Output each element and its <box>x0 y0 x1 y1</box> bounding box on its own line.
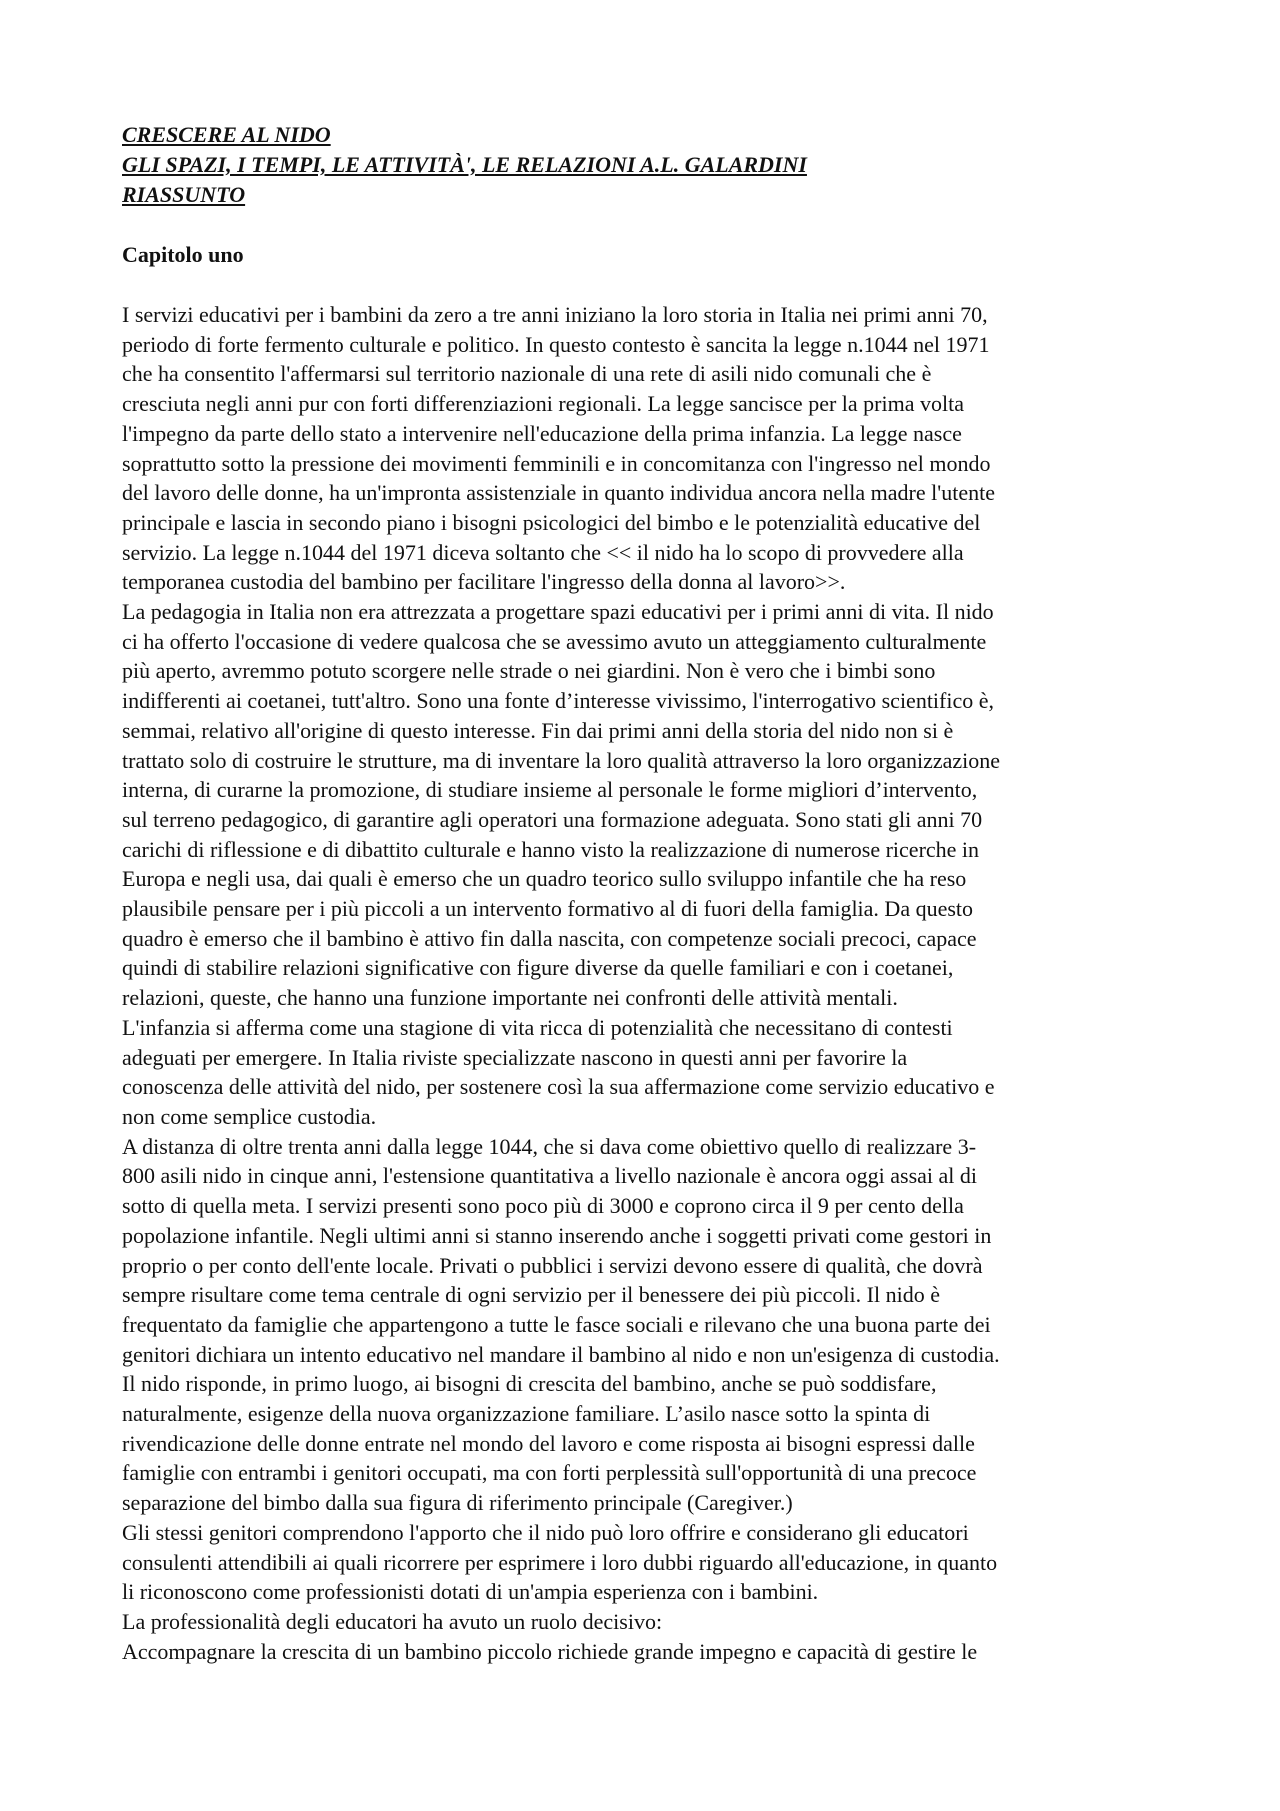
text-line: carichi di riflessione e di dibattito culturale e hanno visto la realizzazione di numerose ricerche in <box>122 836 980 862</box>
chapter-heading: Capitolo uno <box>122 242 244 267</box>
text-line: L'infanzia si afferma come una stagione di vita ricca di potenzialità che necessitano di contesti <box>122 1014 953 1040</box>
text-line: separazione del bimbo dalla sua figura di riferimento principale (Caregiver.) <box>122 1490 793 1516</box>
text-line: naturalmente, esigenze della nuova organizzazione familiare. L’asilo nasce sotto la spinta di <box>122 1401 931 1427</box>
title-line-3: RIASSUNTO <box>122 182 246 207</box>
title-line-1: CRESCERE AL NIDO <box>122 122 331 147</box>
text-line: 800 asili nido in cinque anni, l'estensione quantitativa a livello nazionale è ancora oggi assai al di <box>122 1163 977 1189</box>
text-line: Gli stessi genitori comprendono l'apporto che il nido può loro offrire e considerano gli educatori <box>122 1519 969 1545</box>
text-line: servizio. La legge n.1044 del 1971 diceva soltanto che << il nido ha lo scopo di provvedere alla <box>122 539 964 565</box>
text-line: li riconoscono come professionisti dotati di un'ampia esperienza con i bambini. <box>122 1579 819 1605</box>
text-line: famiglie con entrambi i genitori occupati, ma con forti perplessità sull'opportunità di una precoce <box>122 1460 977 1486</box>
text-line: La pedagogia in Italia non era attrezzata a progettare spazi educativi per i primi anni di vita. Il nido <box>122 599 994 625</box>
text-line: sul terreno pedagogico, di garantire agli operatori una formazione adeguata. Sono stati gli anni 70 <box>122 806 983 832</box>
text-line: popolazione infantile. Negli ultimi anni si stanno inserendo anche i soggetti privati come gestori in <box>122 1222 992 1248</box>
text-line: l'impegno da parte dello stato a intervenire nell'educazione della prima infanzia. La legge nasce <box>122 420 962 446</box>
text-line: periodo di forte fermento culturale e politico. In questo contesto è sancita la legge n.1044 nel 1971 <box>122 331 990 357</box>
document-page <box>122 120 1182 1666</box>
text-line: I servizi educativi per i bambini da zero a tre anni iniziano la loro storia in Italia nei primi anni 70, <box>122 302 988 327</box>
text-line: indifferenti ai coetanei, tutt'altro. Sono una fonte d’interesse vivissimo, l'interrogativo scientifico è, <box>122 688 995 714</box>
text-line: trattato solo di costruire le strutture, ma di inventare la loro qualità attraverso la loro organizzazione <box>122 747 1001 773</box>
text-line: semmai, relativo all'origine di questo interesse. Fin dai primi anni della storia del nido non si è <box>122 717 954 743</box>
text-line: Accompagnare la crescita di un bambino piccolo richiede grande impegno e capacità di gestire le <box>122 1638 978 1664</box>
text-line: A distanza di oltre trenta anni dalla legge 1044, che si dava come obiettivo quello di realizzare 3- <box>122 1133 977 1159</box>
text-line: soprattutto sotto la pressione dei movimenti femminili e in concomitanza con l'ingresso nel mondo <box>122 450 991 476</box>
text-line: La professionalità degli educatori ha avuto un ruolo decisivo: <box>122 1608 663 1634</box>
text-line: quindi di stabilire relazioni significative con figure diverse da quelle familiari e con i coetanei, <box>122 955 954 981</box>
text-line: adeguati per emergere. In Italia riviste specializzate nascono in questi anni per favorire la <box>122 1044 908 1070</box>
text-line: consulenti attendibili ai quali ricorrere per esprimere i loro dubbi riguardo all'educazione, in quanto <box>122 1549 998 1575</box>
text-line: del lavoro delle donne, ha un'impronta assistenziale in quanto individua ancora nella madre l'utente <box>122 480 995 506</box>
title-line-2: GLI SPAZI, I TEMPI, LE ATTIVITÀ', LE RELAZIONI A.L. GALARDINI <box>122 152 807 177</box>
text-line: ci ha offerto l'occasione di vedere qualcosa che se avessimo avuto un atteggiamento culturalmente <box>122 628 987 654</box>
text-line: più aperto, avremmo potuto scorgere nelle strade o nei giardini. Non è vero che i bimbi sono <box>122 658 936 684</box>
text-line: frequentato da famiglie che appartengono a tutte le fasce sociali e rilevano che una buona parte dei <box>122 1311 991 1337</box>
body-text <box>122 300 1182 1666</box>
text-line: proprio o per conto dell'ente locale. Privati o pubblici i servizi devono essere di qualità, che dovrà <box>122 1252 983 1278</box>
text-line: che ha consentito l'affermarsi sul territorio nazionale di una rete di asili nido comunali che è <box>122 361 932 387</box>
text-line: plausibile pensare per i più piccoli a un intervento formativo al di fuori della famiglia. Da questo <box>122 896 974 922</box>
text-line: relazioni, queste, che hanno una funzione importante nei confronti delle attività mentali. <box>122 985 898 1011</box>
text-line: principale e lascia in secondo piano i bisogni psicologici del bimbo e le potenzialità educative del <box>122 509 981 535</box>
text-line: conoscenza delle attività del nido, per sostenere così la sua affermazione come servizio educativo e <box>122 1074 995 1100</box>
text-line: Europa e negli usa, dai quali è emerso che un quadro teorico sullo sviluppo infantile che ha reso <box>122 866 967 892</box>
text-line: sotto di quella meta. I servizi presenti sono poco più di 3000 e coprono circa il 9 per cento della <box>122 1193 964 1219</box>
text-line: quadro è emerso che il bambino è attivo fin dalla nascita, con competenze sociali precoci, capace <box>122 925 977 951</box>
text-line: rivendicazione delle donne entrate nel mondo del lavoro e come risposta ai bisogni espressi dalle <box>122 1430 975 1456</box>
text-line: non come semplice custodia. <box>122 1103 377 1129</box>
text-line: cresciuta negli anni pur con forti differenziazioni regionali. La legge sancisce per la prima volta <box>122 391 964 417</box>
text-line: genitori dichiara un intento educativo nel mandare il bambino al nido e non un'esigenza di custodia. <box>122 1341 1000 1367</box>
text-line: Il nido risponde, in primo luogo, ai bisogni di crescita del bambino, anche se può soddisfare, <box>122 1371 937 1397</box>
text-line: interna, di curarne la promozione, di studiare insieme al personale le forme migliori d’intervento, <box>122 777 978 803</box>
text-line: sempre risultare come tema centrale di ogni servizio per il benessere dei più piccoli. Il nido è <box>122 1282 940 1308</box>
text-line: temporanea custodia del bambino per facilitare l'ingresso della donna al lavoro>>. <box>122 569 846 595</box>
document-title <box>122 120 1182 210</box>
